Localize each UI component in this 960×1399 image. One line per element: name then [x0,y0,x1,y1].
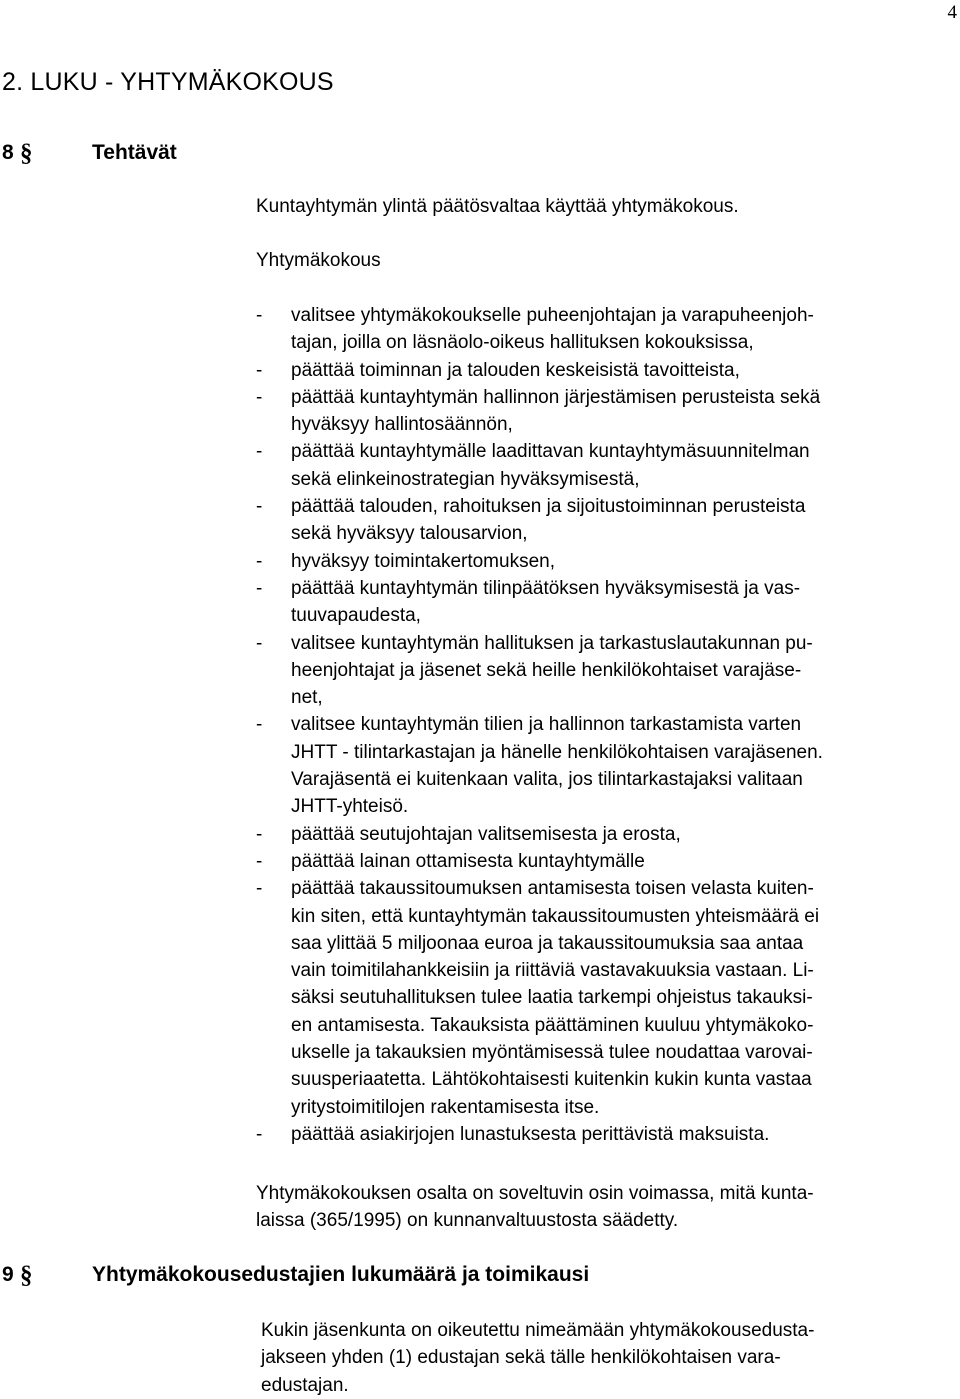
section-8-closing [256,1180,814,1235]
duty-text-line: Varajäsentä ei kuitenkaan valita, jos tilintarkastajaksi valitaan [291,769,803,791]
section-9-mark: § [20,1262,33,1289]
duty-list-item [256,630,823,712]
duty-list-item [256,848,823,875]
section-8-title: Tehtävät [92,141,177,164]
duty-text-line: JHTT - tilintarkastajan ja hänelle henkilökohtaisen varajäsenen. [291,741,823,763]
duty-text-line: hyväksyy hallintosäännön, [291,414,513,436]
duty-text-line: valitsee kuntayhtymän hallituksen ja tarkastuslautakunnan pu- [291,632,813,654]
duty-text-line: päättää takaussitoumuksen antamisesta toisen velasta kuiten- [291,878,814,900]
section-9-body-line: jakseen yhden (1) edustajan sekä tälle henkilökohtaisen vara- [261,1347,781,1369]
duty-text-line: yritystoimitilojen rakentamisesta itse. [291,1096,600,1118]
duty-text-line: sekä hyväksyy talousarvion, [291,523,528,545]
section-8-closing-line: Yhtymäkokouksen osalta on soveltuvin osin voimassa, mitä kunta- [256,1183,814,1204]
duty-list-item [256,493,823,548]
duty-text-line: päättää seutujohtajan valitsemisesta ja erosta, [291,823,681,845]
page-number: 4 [947,2,957,23]
dash-bullet: - [256,850,263,872]
duty-text-line: ukselle ja takauksien myöntämisessä tulee noudattaa varovai- [291,1042,813,1064]
dash-bullet: - [256,878,263,900]
section-8-intro: Kuntayhtymän ylintä päätösvaltaa käyttää yhtymäkokous. [256,196,739,217]
duty-text-line: päättää kuntayhtymän tilinpäätöksen hyväksymisestä ja vas- [291,577,801,599]
dash-bullet: - [256,305,263,326]
dash-bullet: - [256,577,263,599]
duty-text-line: päättää talouden, rahoituksen ja sijoitustoiminnan perusteista [291,496,806,518]
duty-text-line: valitsee kuntayhtymän tilien ja hallinnon tarkastamista varten [291,714,802,736]
duty-list-item [256,875,823,1121]
duty-list-item [256,548,823,575]
duty-text-line: valitsee yhtymäkokoukselle puheenjohtajan ja varapuheenjoh- [291,305,814,326]
duty-text-line: heenjohtajat ja jäsenet sekä heille henkilökohtaiset varajäse- [291,659,802,681]
duty-text-line: hyväksyy toimintakertomuksen, [291,550,555,572]
dash-bullet: - [256,714,263,736]
duty-text-line: sekä elinkeinostrategian hyväksymisestä, [291,468,640,490]
chapter-title: 2. LUKU - YHTYMÄKOKOUS [2,68,334,96]
duty-text-line: tajan, joilla on läsnäolo-oikeus hallituksen kokouksissa, [291,332,754,354]
section-9-number: 9 [2,1263,14,1286]
section-8-mark: § [20,140,33,167]
dash-bullet: - [256,496,263,518]
duty-text-line: JHTT-yhteisö. [291,796,409,818]
dash-bullet: - [256,632,263,654]
duty-text-line: päättää toiminnan ja talouden keskeisistä tavoitteista, [291,359,740,381]
dash-bullet: - [256,441,263,463]
duty-text-line: kin siten, että kuntayhtymän takaussitoumusten yhteismäärä ei [291,905,820,927]
duty-text-line: säksi seutuhallituksen tulee laatia tarkempi ohjeistus takauksi- [291,987,813,1009]
duty-text-line: päättää asiakirjojen lunastuksesta perittävistä maksuista. [291,1123,770,1145]
dash-bullet: - [256,359,263,381]
duty-text-line: päättää kuntayhtymän hallinnon järjestämisen perusteista sekä [291,386,821,408]
duty-list-item [256,575,823,630]
duty-list-item [256,357,823,384]
duty-list-item [256,438,823,493]
duty-text-line: vain toimitilahankkeisiin ja riittäviä vastavakuuksia vastaan. Li- [291,960,814,982]
section-8-list-heading: Yhtymäkokous [256,250,381,271]
section-8-closing-line: laissa (365/1995) on kunnanvaltuustosta säädetty. [256,1210,679,1232]
duty-text-line: suusperiaatetta. Lähtökohtaisesti kuitenkin kukin kunta vastaa [291,1069,812,1091]
duty-list-item [256,711,823,820]
section-9-body [261,1317,814,1399]
duty-list-item [256,1121,823,1148]
duty-list-item [256,302,823,357]
duties-list [256,302,823,1148]
duty-text-line: en antamisesta. Takauksista päättäminen kuuluu yhtymäkoko- [291,1014,814,1036]
section-8-number: 8 [2,141,14,164]
duty-text-line: net, [291,687,323,709]
duty-text-line: päättää kuntayhtymälle laadittavan kuntayhtymäsuunnitelman [291,441,810,463]
dash-bullet: - [256,550,263,572]
duty-text-line: tuuvapaudesta, [291,605,421,627]
duty-list-item [256,384,823,439]
dash-bullet: - [256,823,263,845]
dash-bullet: - [256,1123,263,1145]
dash-bullet: - [256,386,263,408]
duty-text-line: päättää lainan ottamisesta kuntayhtymälle [291,850,645,872]
duty-list-item [256,821,823,848]
section-8-list-heading-block [256,247,381,274]
duty-text-line: saa ylittää 5 miljoonaa euroa ja takaussitoumuksia saa antaa [291,932,804,954]
section-9-body-line: edustajan. [261,1374,349,1396]
section-9-title: Yhtymäkokousedustajien lukumäärä ja toimikausi [92,1263,590,1286]
section-9-body-line: Kukin jäsenkunta on oikeutettu nimeämään yhtymäkokousedusta- [261,1320,815,1341]
section-8-intro-block [256,193,739,220]
